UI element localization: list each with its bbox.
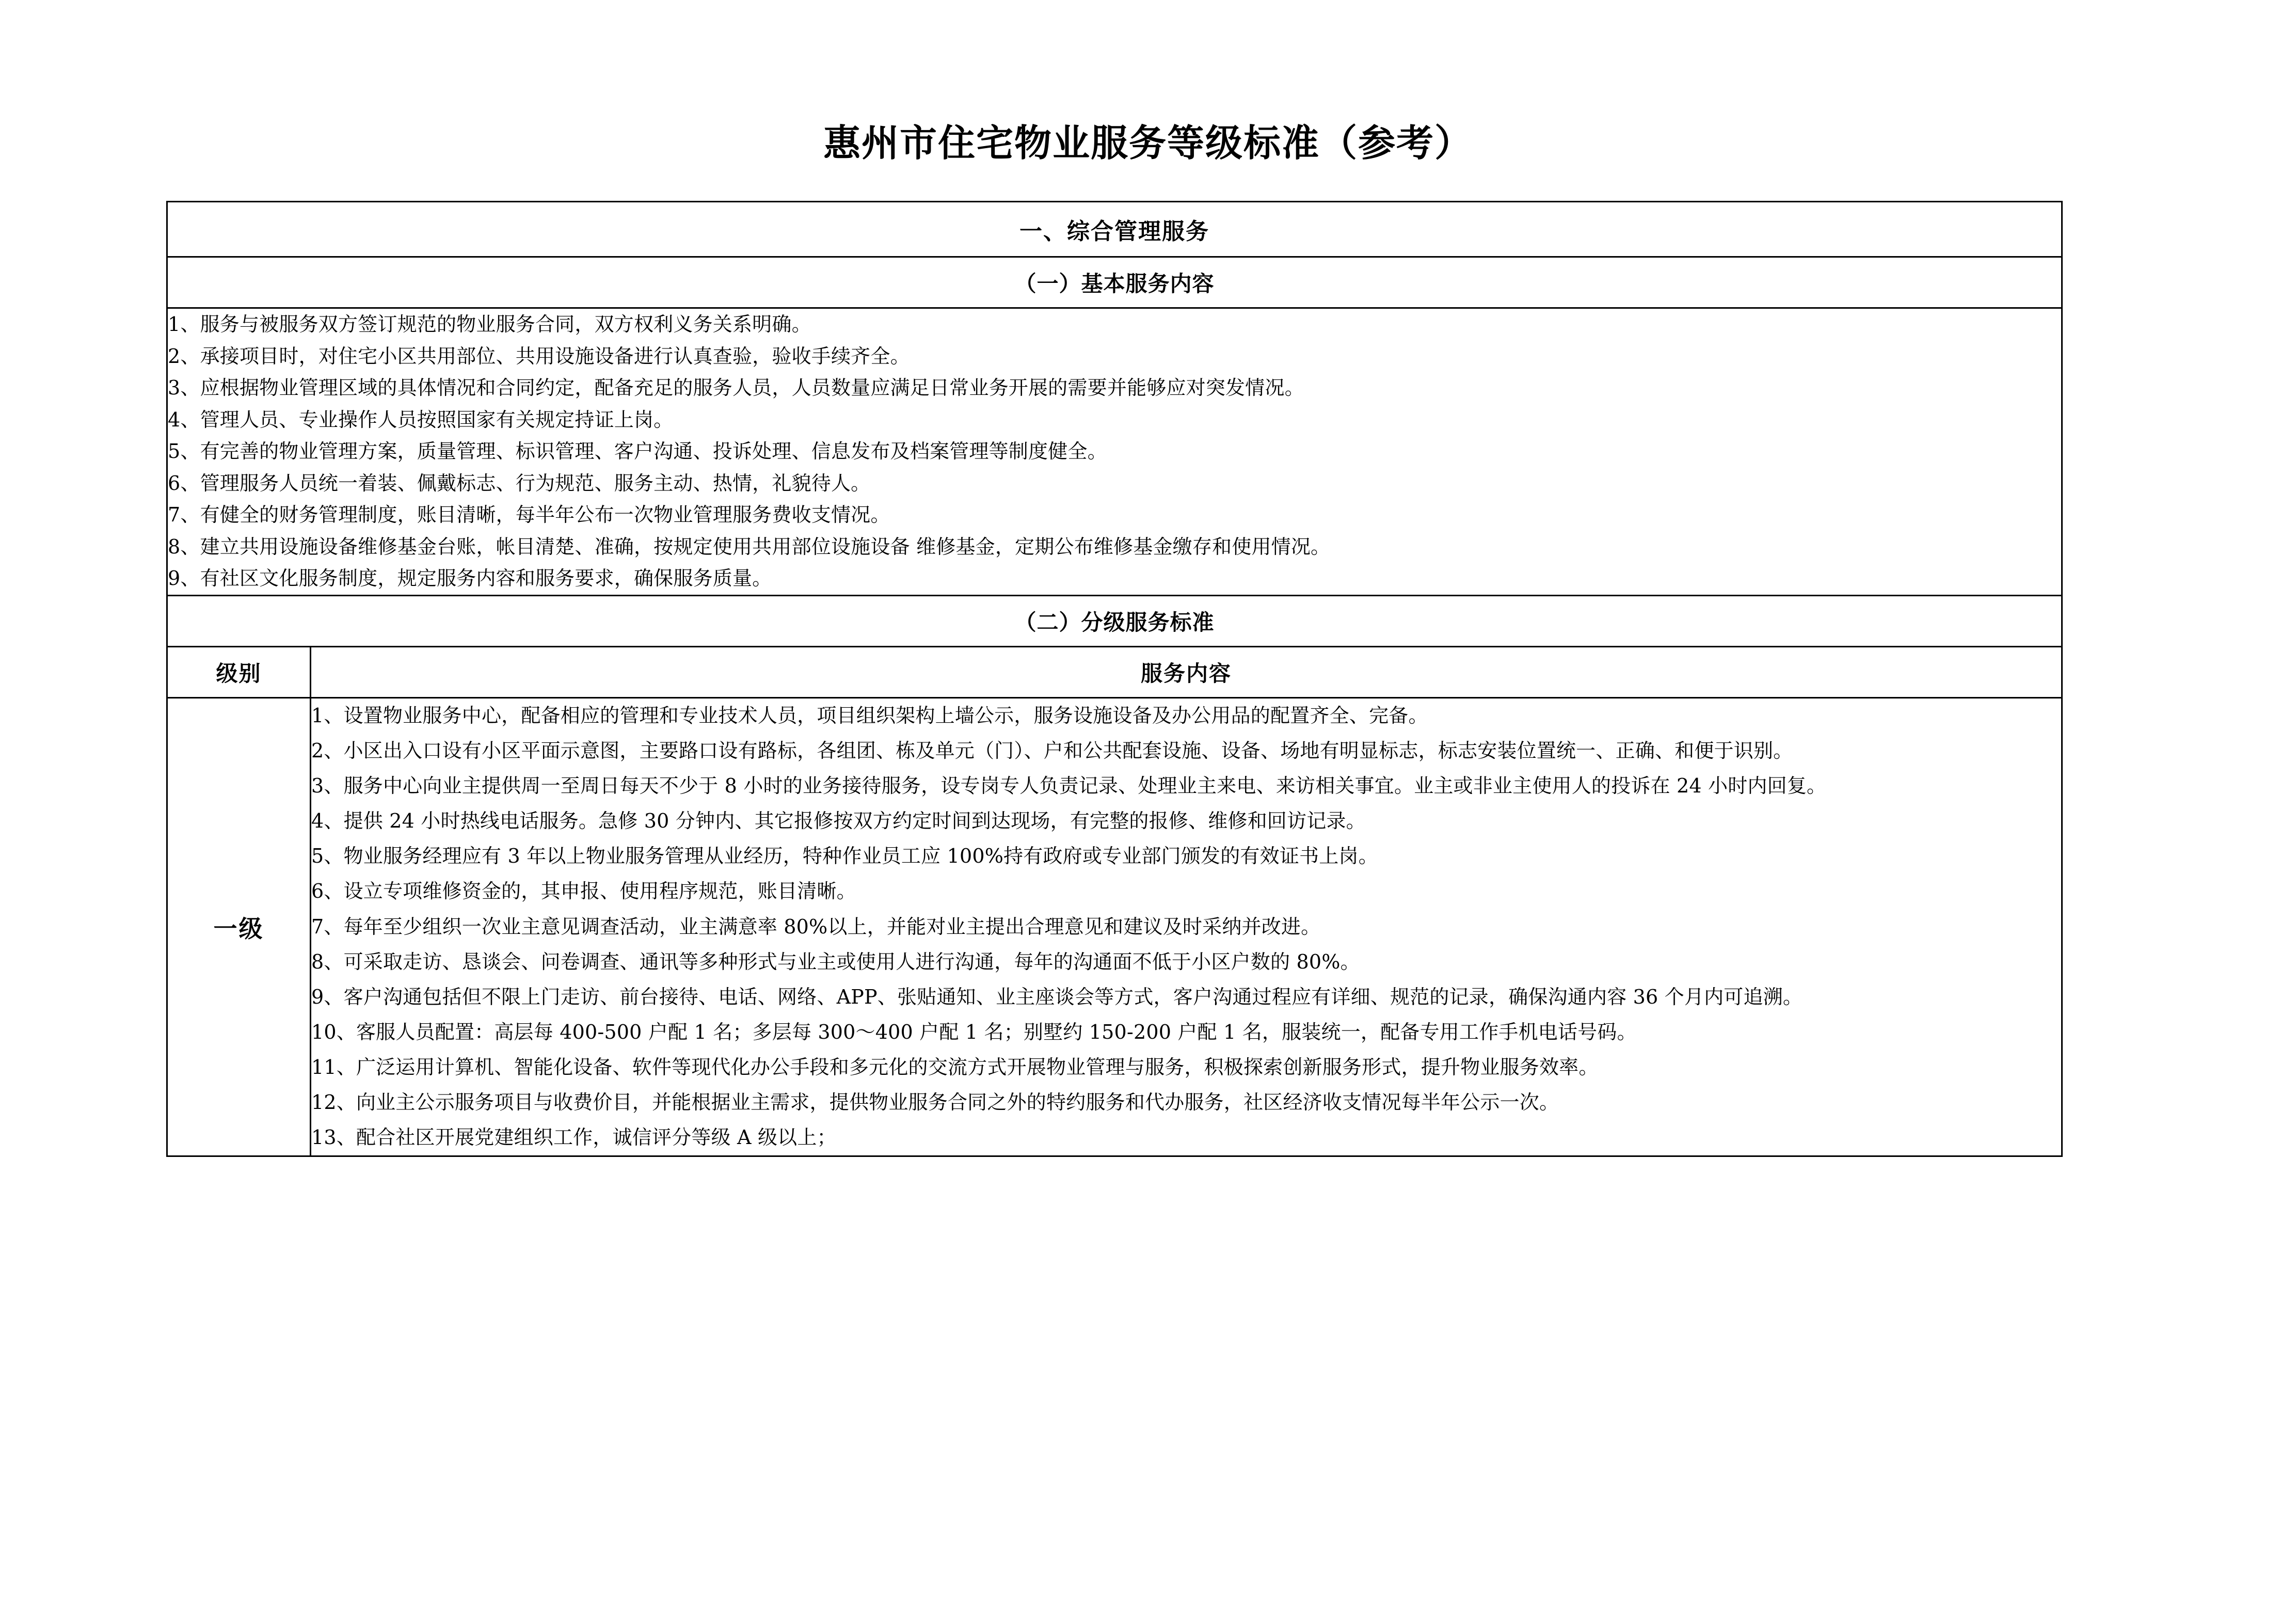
- service-standard-table: [166, 201, 2063, 1157]
- list-item: 3、应根据物业管理区域的具体情况和合同约定，配备充足的服务人员，人员数量应满足日常业务开展的需要并能够应对突发情况。: [168, 376, 1304, 400]
- list-item: 1、设置物业服务中心，配备相应的管理和专业技术人员，项目组织架构上墙公示，服务设施设备及办公用品的配置齐全、完备。: [311, 704, 1428, 727]
- list-item: 8、建立共用设施设备维修基金台账，帐目清楚、准确，按规定使用共用部位设施设备 维修基金，定期公布维修基金缴存和使用情况。: [168, 535, 1331, 558]
- grading-header-row: [167, 646, 2062, 697]
- list-item: 4、提供 24 小时热线电话服务。急修 30 分钟内、其它报修按双方约定时间到达现场，有完整的报修、维修和回访记录。: [311, 810, 1366, 833]
- page-title: 惠州市住宅物业服务等级标准（参考）: [823, 121, 1473, 165]
- list-item: 1、服务与被服务双方签订规范的物业服务合同，双方权利义务关系明确。: [168, 313, 811, 336]
- grading-heading-row: [167, 595, 2062, 646]
- list-item: 3、服务中心向业主提供周一至周日每天不少于 8 小时的业务接待服务，设专岗专人负责记录、处理业主来电、来访相关事宜。业主或非业主使用人的投诉在 24 小时内回复。: [311, 774, 1827, 798]
- list-item: 4、管理人员、专业操作人员按照国家有关规定持证上岗。: [168, 408, 674, 431]
- grading-standard-heading: （二）分级服务标准: [167, 595, 2062, 646]
- level-label: 一级: [167, 697, 311, 1156]
- table-row: [167, 697, 2062, 1156]
- column-header-content: 服务内容: [311, 646, 2062, 697]
- list-item: 9、有社区文化服务制度，规定服务内容和服务要求，确保服务质量。: [168, 567, 772, 590]
- list-item: 10、客服人员配置：高层每 400-500 户配 1 名；多层每 300～400 户配 1 名；别墅约 150-200 户配 1 名，服装统一，配备专用工作手机电话号码。: [311, 1020, 1637, 1043]
- basic-heading-row: [167, 257, 2062, 308]
- section-heading-row: [167, 202, 2062, 257]
- list-item: 12、向业主公示服务项目与收费价目，并能根据业主需求，提供物业服务合同之外的特约服务和代办服务，社区经济收支情况每半年公示一次。: [311, 1091, 1559, 1114]
- list-item: 13、配合社区开展党建组织工作，诚信评分等级 A 级以上；: [311, 1126, 837, 1149]
- list-item: 7、每年至少组织一次业主意见调查活动，业主满意率 80%以上，并能对业主提出合理意见和建议及时采纳并改进。: [311, 915, 1321, 938]
- level-content-cell: [311, 697, 2062, 1156]
- list-item: 6、设立专项维修资金的，其申报、使用程序规范，账目清晰。: [311, 880, 856, 903]
- list-item: 2、承接项目时，对住宅小区共用部位、共用设施设备进行认真查验，验收手续齐全。: [168, 344, 910, 368]
- list-item: 6、管理服务人员统一着装、佩戴标志、行为规范、服务主动、热情，礼貌待人。: [168, 471, 871, 495]
- basic-service-list: [168, 309, 2061, 595]
- list-item: 5、有完善的物业管理方案，质量管理、标识管理、客户沟通、投诉处理、信息发布及档案管理等制度健全。: [168, 440, 1107, 463]
- column-header-level: 级别: [167, 646, 311, 697]
- list-item: 8、可采取走访、恳谈会、问卷调查、通讯等多种形式与业主或使用人进行沟通，每年的沟通面不低于小区户数的 80%。: [311, 950, 1360, 973]
- level-content-list: [311, 699, 2061, 1154]
- section-heading: 一、综合管理服务: [167, 202, 2062, 257]
- basic-service-row: [167, 308, 2062, 596]
- basic-service-heading: （一）基本服务内容: [167, 257, 2062, 308]
- list-item: 9、客户沟通包括但不限上门走访、前台接待、电话、网络、APP、张贴通知、业主座谈会等方式，客户沟通过程应有详细、规范的记录，确保沟通内容 36 个月内可追溯。: [311, 985, 1803, 1008]
- list-item: 11、广泛运用计算机、智能化设备、软件等现代化办公手段和多元化的交流方式开展物业管理与服务，积极探索创新服务形式，提升物业服务效率。: [311, 1056, 1599, 1079]
- list-item: 2、小区出入口设有小区平面示意图，主要路口设有路标，各组团、栋及单元（门）、户和公共配套设施、设备、场地有明显标志，标志安装位置统一、正确、和便于识别。: [311, 739, 1793, 763]
- list-item: 5、物业服务经理应有 3 年以上物业服务管理从业经历，特种作业员工应 100%持有政府或专业部门颁发的有效证书上岗。: [311, 845, 1378, 868]
- table-body: [167, 202, 2062, 1156]
- basic-service-cell: [167, 308, 2062, 596]
- list-item: 7、有健全的财务管理制度，账目清晰，每半年公布一次物业管理服务费收支情况。: [168, 503, 890, 527]
